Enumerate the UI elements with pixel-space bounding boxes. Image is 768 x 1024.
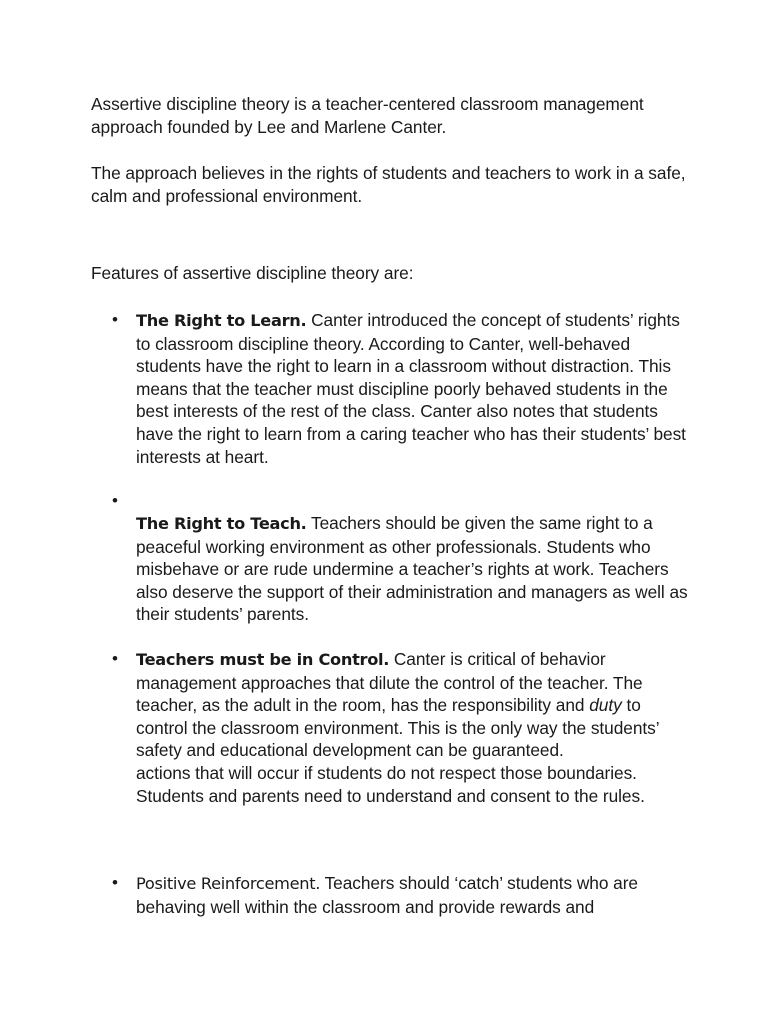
- feature-heading: The Right to Learn.: [136, 311, 307, 330]
- feature-continuation: actions that will occur if students do not respect those boundaries. Students and parents need to understand and consent to the rules.: [136, 762, 645, 806]
- feature-text: to control the classroom environment. This is the only way the students’ safety and educational development can be guaranteed.: [136, 695, 659, 761]
- feature-heading: The Right to Teach.: [136, 514, 307, 533]
- feature-positive-reinforcement: [136, 872, 696, 918]
- feature-text: Teachers should ‘catch’ students who are behaving well within the classroom and provide rewards and: [136, 873, 638, 917]
- bullet-icon: •: [112, 649, 118, 668]
- intro-paragraph-2: The approach believes in the rights of students and teachers to work in a safe, calm and professional environment.: [91, 163, 686, 206]
- feature-right-to-teach: [136, 512, 696, 626]
- feature-text: Teachers should be given the same right to a peaceful working environment as other professionals. Students who misbehave or are rude undermine a teacher’s rights at work. Teachers also deserve the support of their administration and managers as well as their students’ parents.: [136, 513, 688, 625]
- feature-heading: Teachers must be in Control.: [136, 650, 390, 669]
- feature-text: Canter is critical of behavior management approaches that dilute the control of the teacher. The teacher, as the adult in the room, has the responsibility and: [136, 649, 643, 716]
- feature-text: Canter introduced the concept of students’ rights to classroom discipline theory. According to Canter, well-behaved students have the right to learn in a classroom without distraction. This means that the teacher must discipline poorly behaved students in the best interests of the rest of the class. Canter also notes that students have the right to learn from a caring teacher who has their students’ best interests at heart.: [136, 310, 686, 467]
- feature-emphasis: duty: [589, 695, 622, 716]
- bullet-icon: •: [112, 310, 118, 329]
- bullet-icon: •: [112, 873, 118, 892]
- intro-paragraph-1: Assertive discipline theory is a teacher-centered classroom management approach founded by Lee and Marlene Canter.: [91, 94, 644, 137]
- bullet-icon: •: [112, 491, 118, 510]
- feature-right-to-learn: [136, 309, 696, 468]
- feature-heading: Positive Reinforcement.: [136, 874, 321, 893]
- features-intro: Features of assertive discipline theory are:: [91, 263, 414, 283]
- feature-teachers-in-control: [136, 648, 696, 807]
